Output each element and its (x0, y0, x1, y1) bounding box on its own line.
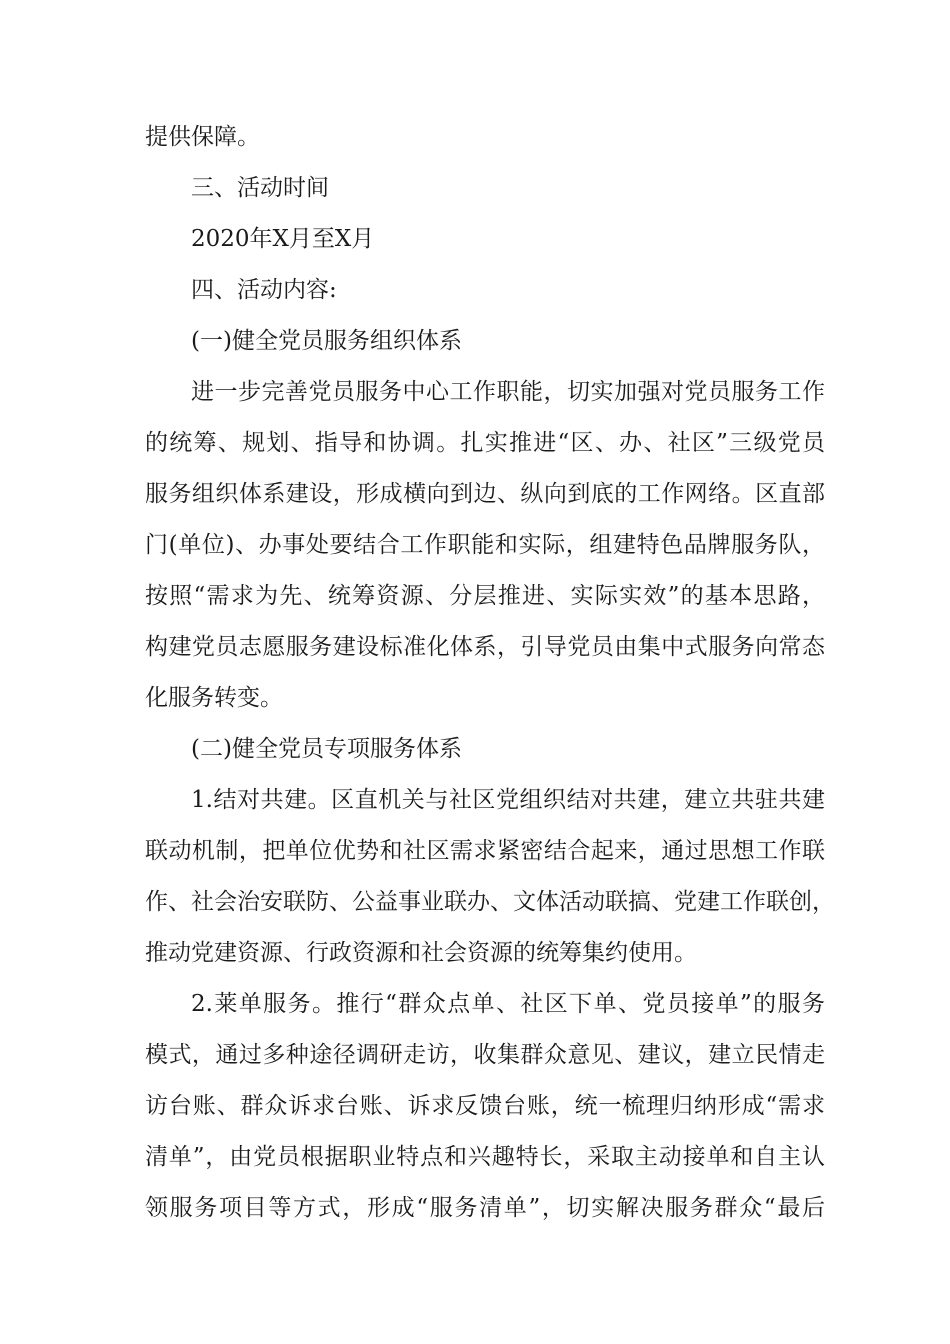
paragraph-first-line: 2.莱单服务。推行“群众点单、社区下单、党员接单”的服务 (191, 991, 825, 1017)
section-heading: 四、活动内容: (191, 277, 337, 303)
text-line: 模式，通过多种途径调研走访，收集群众意见、建议，建立民情走 (145, 1042, 825, 1068)
subsection-heading: (二)健全党员专项服务体系 (191, 736, 462, 762)
text-line: 化服务转变。 (145, 685, 283, 711)
text-line: 提供保障。 (145, 124, 260, 150)
subsection-heading: (一)健全党员服务组织体系 (191, 328, 462, 354)
text-line: 清单”，由党员根据职业特点和兴趣特长，采取主动接单和自主认 (145, 1144, 825, 1170)
text-line: 领服务项目等方式，形成“服务清单”，切实解决服务群众“最后 (145, 1195, 825, 1221)
text-line: 2020年X月至X月 (191, 226, 375, 252)
text-line: 推动党建资源、行政资源和社会资源的统筹集约使用。 (145, 940, 697, 966)
text-line: 联动机制，把单位优势和社区需求紧密结合起来，通过思想工作联 (145, 838, 825, 864)
document-body (145, 112, 835, 1234)
text-line: 构建党员志愿服务建设标准化体系，引导党员由集中式服务向常态 (145, 634, 825, 660)
text-line: 按照“需求为先、统筹资源、分层推进、实际实效”的基本思路， (145, 583, 825, 609)
text-line: 的统筹、规划、指导和协调。扎实推进“区、办、社区”三级党员 (145, 430, 825, 456)
text-line: 访台账、群众诉求台账、诉求反馈台账，统一梳理归纳形成“需求 (145, 1093, 825, 1119)
paragraph-first-line: 进一步完善党员服务中心工作职能，切实加强对党员服务工作 (191, 379, 825, 405)
section-heading: 三、活动时间 (191, 175, 329, 201)
paragraph-first-line: 1.结对共建。区直机关与社区党组织结对共建，建立共驻共建 (191, 787, 825, 813)
text-line: 服务组织体系建设，形成横向到边、纵向到底的工作网络。区直部 (145, 481, 825, 507)
text-line: 门(单位)、办事处要结合工作职能和实际，组建特色品牌服务队， (145, 532, 825, 558)
text-line: 作、社会治安联防、公益事业联办、文体活动联搞、党建工作联创， (145, 889, 835, 915)
